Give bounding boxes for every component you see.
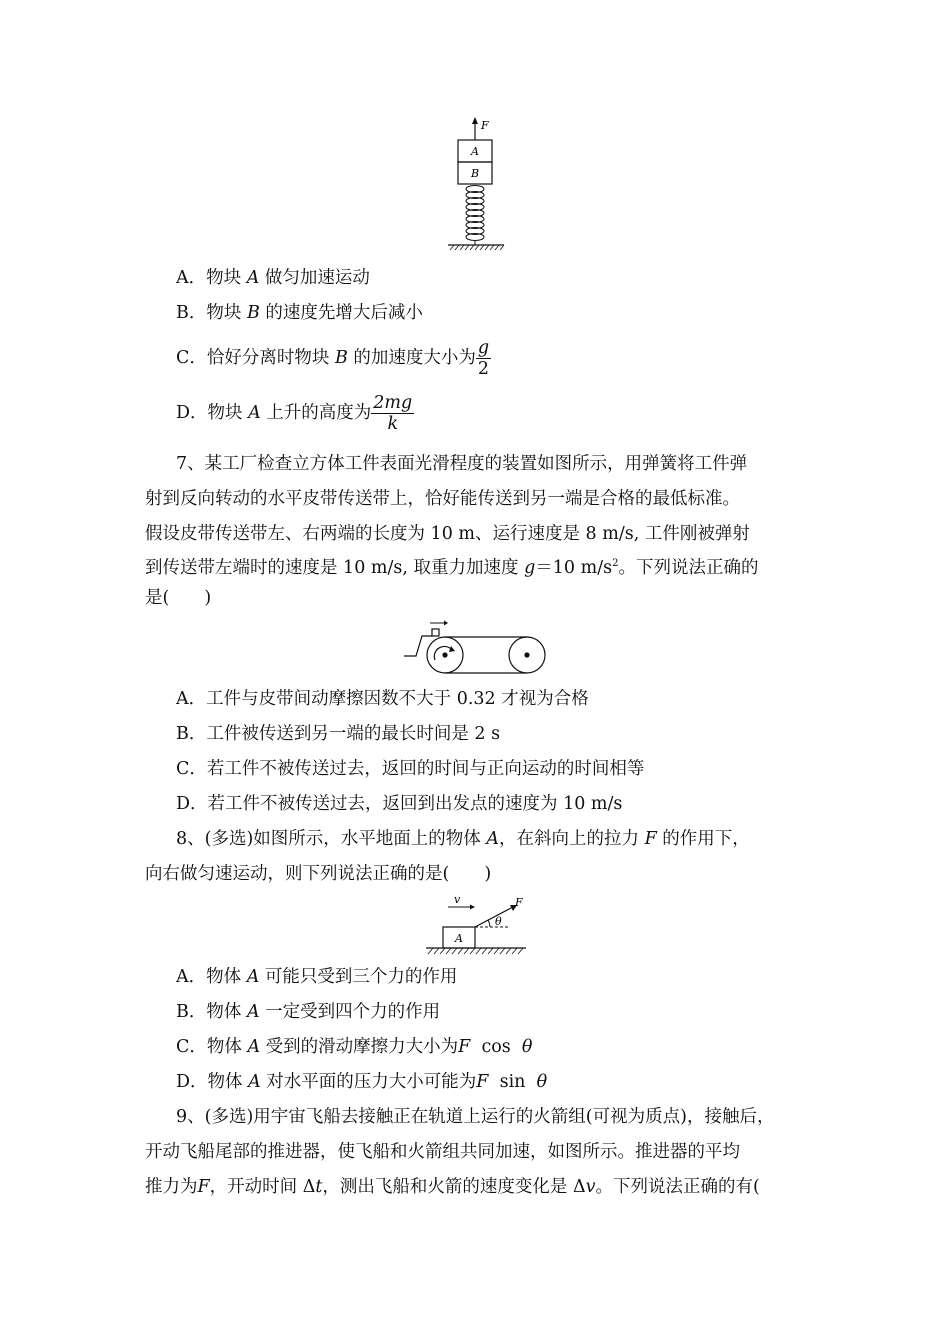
q8-velocity-label: v — [454, 893, 461, 906]
q6-block-b-label: B — [471, 167, 480, 180]
q8-option-d: D．物体 A 对水平面的压力大小可能为F sin θ — [176, 1072, 548, 1092]
q9-stem-line-1: 9、(多选)用宇宙飞船去接触正在轨道上运行的火箭组(可视为质点)，接触后， — [176, 1107, 775, 1127]
q8-option-a: A．物体 A 可能只受到三个力的作用 — [176, 967, 458, 987]
q7-option-d: D．若工件不被传送过去，返回到出发点的速度为 10 m/s — [176, 794, 623, 814]
q6-figure — [440, 112, 512, 254]
q7-launcher — [404, 636, 432, 656]
q8-figure — [418, 893, 533, 959]
q8-option-b: B．物体 A 一定受到四个力的作用 — [176, 1002, 441, 1022]
q6-option-d: D．物块 A 上升的高度为 $\frac{2mg}{k}$ — [176, 393, 413, 434]
q6-force-label: F — [481, 119, 489, 132]
q6-spring — [466, 186, 484, 246]
q8-stem-line-1: 8、(多选)如图所示，水平地面上的物体 A，在斜向上的拉力 F 的作用下， — [176, 829, 750, 849]
q7-stem-line-3: 假设皮带传送带左、右两端的长度为 10 m、运行速度是 8 m/s, 工件刚被弹射 — [145, 524, 750, 544]
q7-option-b: B．工件被传送到另一端的最长时间是 2 s — [176, 724, 501, 744]
q7-stem-line-5: 是( ) — [145, 588, 212, 608]
q7-figure — [402, 618, 552, 678]
q6-option-c-fraction: $\frac{g}{2}$ — [477, 338, 490, 379]
q9-stem-line-2: 开动飞船尾部的推进器，使飞船和火箭组共同加速，如图所示。推进器的平均 — [145, 1142, 740, 1162]
q6-option-b: B．物块 B 的速度先增大后减小 — [176, 303, 423, 323]
q7-stem-line-2: 射到反向转动的水平皮带传送带上，恰好能传送到另一端是合格的最低标准。 — [145, 489, 740, 509]
q7-stem-line-4: 到传送带左端时的速度是 10 m/s, 取重力加速度 g＝10 $m/s^2$。下列说法正确的 — [145, 557, 759, 578]
q8-stem-line-2: 向右做匀速运动，则下列说法正确的是( ) — [145, 864, 492, 884]
q9-stem-line-3: 推力为F，开动时间 Δt，测出飞船和火箭的速度变化是 Δv。下列说法正确的有( — [145, 1177, 760, 1197]
q7-option-a: A．工件与皮带间动摩擦因数不大于 0.32 才视为合格 — [176, 689, 589, 709]
q6-option-a: A．物块 A 做匀加速运动 — [176, 268, 370, 288]
q7-workpiece — [432, 629, 439, 636]
q8-block-label: A — [455, 932, 463, 945]
q7-stem-line-1: 7、某工厂检查立方体工件表面光滑程度的装置如图所示，用弹簧将工件弹 — [176, 454, 748, 474]
q8-option-c: C．物体 A 受到的滑动摩擦力大小为F cos θ — [176, 1037, 533, 1057]
q8-force-label: F — [515, 896, 523, 909]
q8-force-arrow — [475, 907, 513, 927]
q6-option-c: C．恰好分离时物块 B 的加速度大小为 $\frac{g}{2}$ — [176, 338, 490, 379]
q7-option-c: C．若工件不被传送过去，返回的时间与正向运动的时间相等 — [176, 759, 645, 779]
q8-angle-label: θ — [495, 915, 502, 928]
q6-option-d-fraction: $\frac{2mg}{k}$ — [373, 393, 413, 434]
q6-block-a-label: A — [471, 145, 479, 158]
